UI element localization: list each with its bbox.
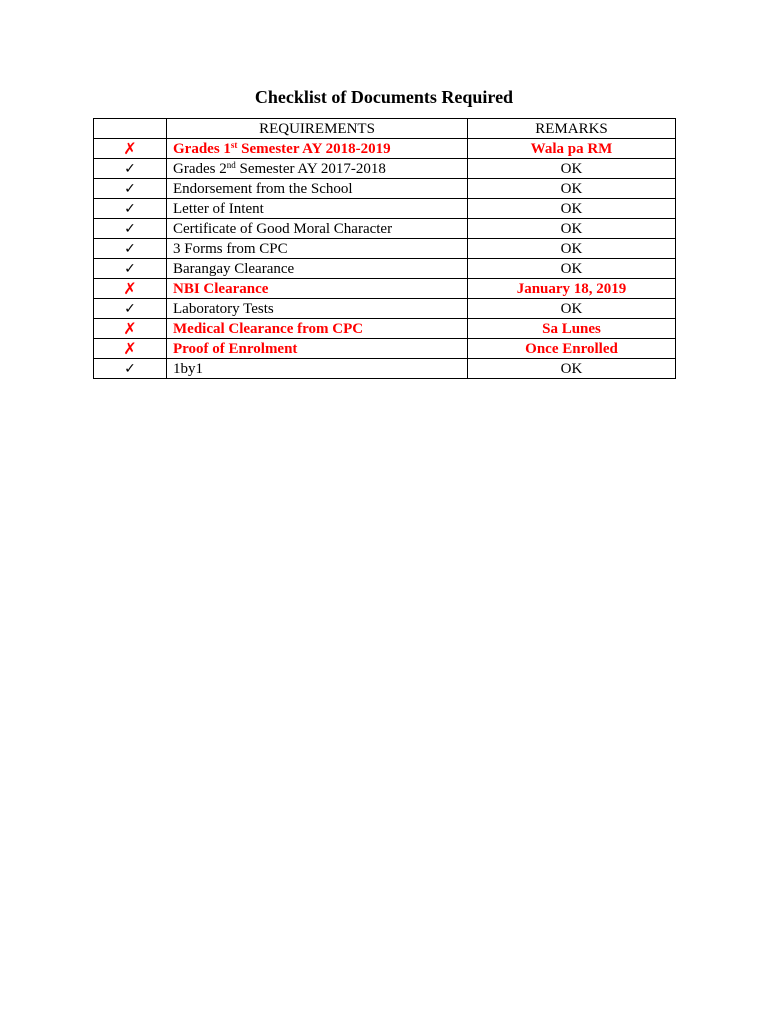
requirement-cell: NBI Clearance (167, 279, 468, 299)
table-row (94, 159, 676, 179)
remarks-cell: OK (468, 259, 676, 279)
remarks-cell: OK (468, 299, 676, 319)
cross-icon: ✗ (94, 139, 167, 159)
table-row (94, 279, 676, 299)
requirement-cell: Proof of Enrolment (167, 339, 468, 359)
remarks-cell: OK (468, 219, 676, 239)
remarks-cell: OK (468, 179, 676, 199)
requirement-text: Grades 1 (173, 140, 231, 157)
requirement-text: Semester AY 2018-2019 (237, 140, 391, 157)
requirement-cell: Letter of Intent (167, 199, 468, 219)
remarks-cell: OK (468, 239, 676, 259)
status-column-header (94, 119, 167, 139)
remarks-column-header: REMARKS (468, 119, 676, 139)
checkmark-icon: ✓ (94, 299, 167, 319)
table-row (94, 139, 676, 159)
requirements-column-header: REQUIREMENTS (167, 119, 468, 139)
requirement-text: Grades 2 (173, 160, 227, 177)
table-row (94, 239, 676, 259)
table-row (94, 319, 676, 339)
requirement-cell: 3 Forms from CPC (167, 239, 468, 259)
remarks-cell: January 18, 2019 (468, 279, 676, 299)
remarks-cell: Once Enrolled (468, 339, 676, 359)
checkmark-icon: ✓ (94, 359, 167, 379)
table-row (94, 179, 676, 199)
checkmark-icon: ✓ (94, 259, 167, 279)
remarks-cell: OK (468, 199, 676, 219)
requirement-cell: Barangay Clearance (167, 259, 468, 279)
table-row (94, 259, 676, 279)
table-row (94, 199, 676, 219)
remarks-cell: OK (468, 159, 676, 179)
requirement-cell: Medical Clearance from CPC (167, 319, 468, 339)
table-row (94, 359, 676, 379)
table-row (94, 299, 676, 319)
checkmark-icon: ✓ (94, 199, 167, 219)
requirement-cell (167, 159, 468, 179)
remarks-cell: Wala pa RM (468, 139, 676, 159)
requirement-text: Semester AY 2017-2018 (235, 160, 386, 177)
table-row (94, 339, 676, 359)
checkmark-icon: ✓ (94, 239, 167, 259)
requirement-cell: 1by1 (167, 359, 468, 379)
requirements-table (93, 118, 676, 379)
remarks-cell: Sa Lunes (468, 319, 676, 339)
cross-icon: ✗ (94, 279, 167, 299)
checkmark-icon: ✓ (94, 159, 167, 179)
requirement-cell: Endorsement from the School (167, 179, 468, 199)
table-header-row (94, 119, 676, 139)
ordinal-suffix: nd (226, 159, 236, 170)
cross-icon: ✗ (94, 319, 167, 339)
document-title: Checklist of Documents Required (254, 87, 514, 107)
requirement-cell: Laboratory Tests (167, 299, 468, 319)
requirement-cell: Certificate of Good Moral Character (167, 219, 468, 239)
remarks-cell: OK (468, 359, 676, 379)
table-row (94, 219, 676, 239)
checkmark-icon: ✓ (94, 219, 167, 239)
cross-icon: ✗ (94, 339, 167, 359)
requirement-cell (167, 139, 468, 159)
ordinal-suffix: st (230, 139, 238, 150)
checkmark-icon: ✓ (94, 179, 167, 199)
